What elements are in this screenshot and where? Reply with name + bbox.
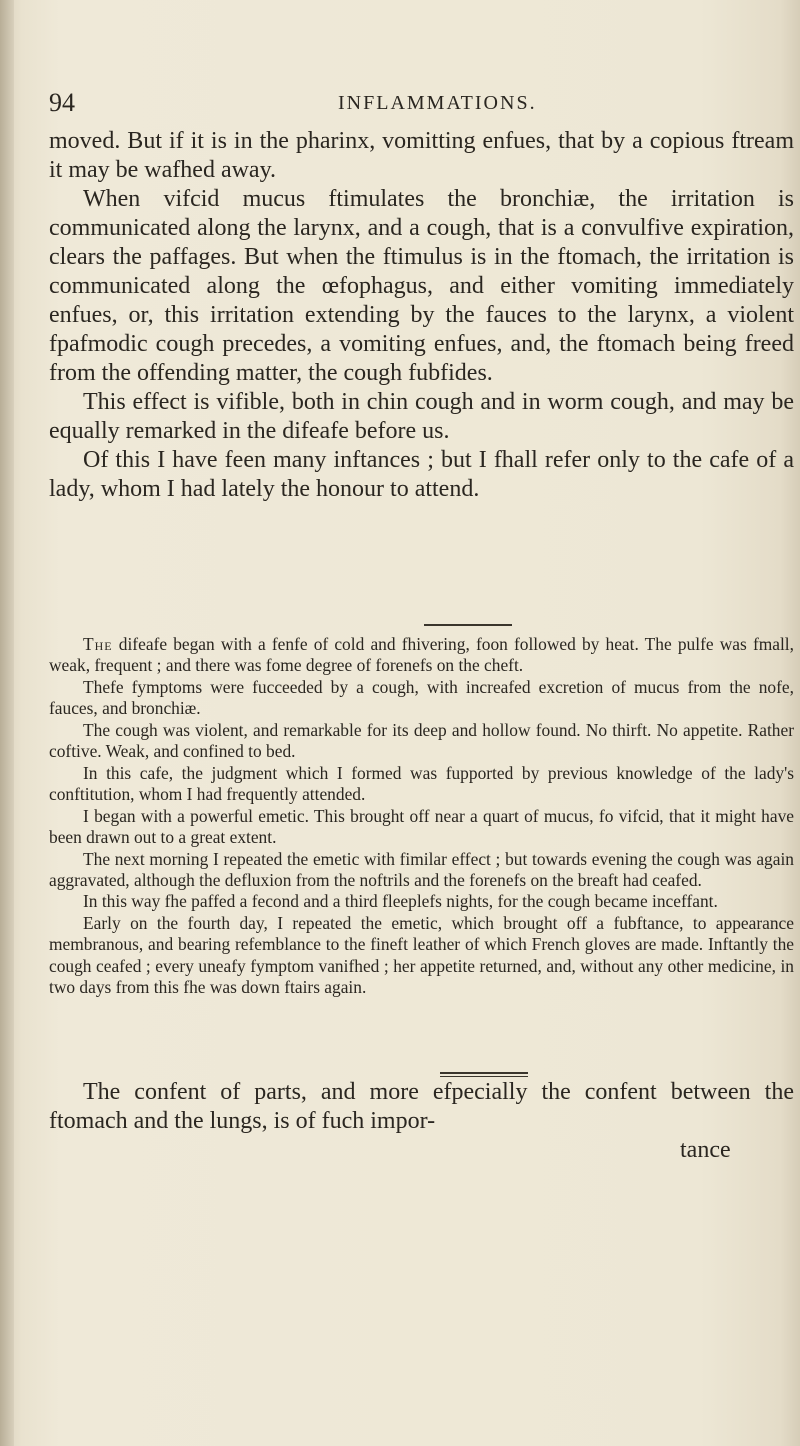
page-number: 94 [49,88,75,117]
page-header [49,82,769,122]
case-paragraph [49,634,794,677]
case-paragraph: In this cafe, the judgment which I formed was fupported by previous knowledge of the lady's conftitution, whom I had frequently attended. [49,762,794,805]
case-report-block [49,634,794,999]
main-text-block [49,127,794,504]
case-paragraph: In this way fhe paffed a fecond and a third fleeplefs nights, for the cough became inceffant. [83,891,718,912]
case-paragraph: I began with a powerful emetic. This brought off near a quart of mucus, fo vifcid, that it might have been drawn out to a great extent. [49,805,794,848]
closing-text-block [49,1078,794,1136]
binding-shadow [0,0,14,1446]
case-lead-word: The [83,634,113,654]
case-paragraph: Early on the fourth day, I repeated the emetic, which brought off a fubftance, to appearance membranous, and bearing refemblance to the fineft leather of which French gloves are made. Inftantly the cough ceafed ; every uneafy fymptom vanifhed ; her appetite returned, and, without any other medicine, in two days from this fhe was down ftairs again. [49,912,794,998]
section-divider [440,1072,528,1074]
section-divider [424,624,512,626]
section-divider-thin [440,1076,528,1077]
paragraph: When vifcid mucus ftimulates the bronchiæ, the irritation is communicated along the larynx, and a cough, that is a convulfive expiration, clears the paffages. But when the ftimulus is in the ftomach, the irritation is communicated along the œfophagus, and either vomiting immediately enfues, or, this irritation extending by the fauces to the larynx, a violent fpafmodic cough precedes, a vomiting enfues, and, the ftomach being freed from the offending matter, the cough fubfides. [49,186,794,386]
catchword: tance [680,1137,731,1163]
case-paragraph-text: difeafe began with a fenfe of cold and fhivering, foon followed by heat. The pulfe was fmall, weak, frequent ; and there was fome degree of forenefs on the cheft. [49,634,794,676]
case-paragraph: Thefe fymptoms were fucceeded by a cough, with increafed excretion of mucus from the nofe, fauces, and bronchiæ. [49,676,794,719]
paragraph: moved. But if it is in the pharinx, vomitting enfues, that by a copious ftream it may be wafhed away. [49,128,794,183]
case-paragraph: The cough was violent, and remarkable for its deep and hollow found. No thirft. No appetite. Rather coftive. Weak, and confined to bed. [49,719,794,762]
case-paragraph: The next morning I repeated the emetic with fimilar effect ; but towards evening the cough was again aggravated, although the defluxion from the noftrils and the forenefs on the breaft had ceafed. [49,848,794,890]
paragraph: The confent of parts, and more efpecially the confent between the ftomach and the lungs, is of fuch impor- [49,1079,794,1134]
paragraph: Of this I have feen many inftances ; but I fhall refer only to the cafe of a lady, whom I had lately the honour to attend. [49,447,794,502]
running-head: INFLAMMATIONS. [338,92,537,114]
paragraph: This effect is vifible, both in chin cough and in worm cough, and may be equally remarked in the difeafe before us. [49,389,794,444]
